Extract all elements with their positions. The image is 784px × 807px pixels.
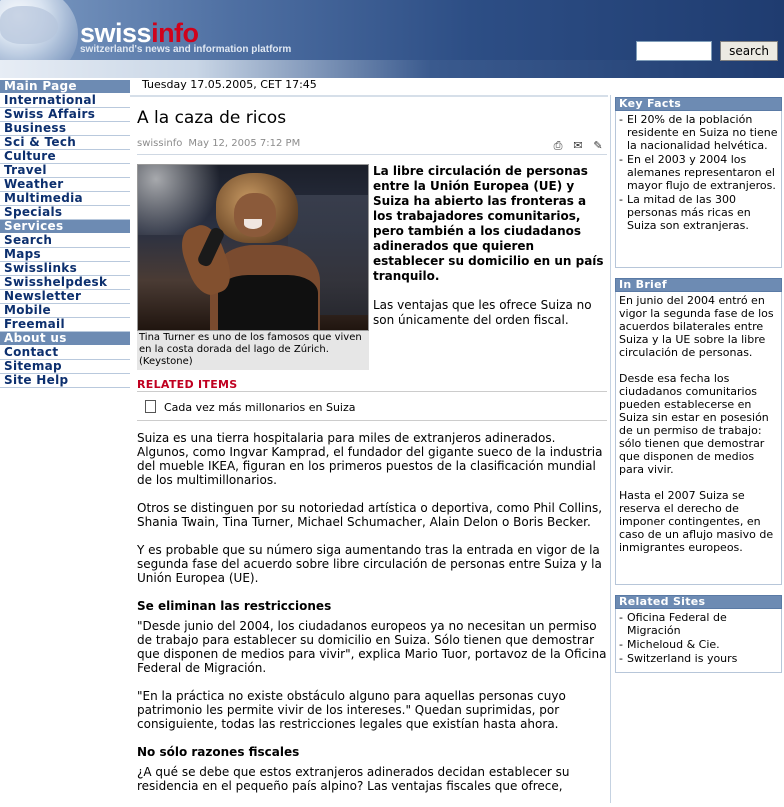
right-divider — [610, 95, 611, 803]
nav-item-business[interactable]: Business — [0, 122, 130, 136]
nav-item-maps[interactable]: Maps — [0, 248, 130, 262]
related-site-link[interactable]: - Switzerland is yours — [619, 652, 778, 665]
lead-text: Las ventajas que les ofrece Suiza no son únicamente del orden fiscal. — [373, 298, 592, 327]
lead-bold-text: La libre circulación de personas entre la Unión Europea (UE) y Suiza ha abierto las fronteras a los trabajadores comunitarios, pero también a los ciudadanos adinerados que quieren establecer su domicilio en un país tranquilo. — [373, 164, 604, 283]
nav-item-search[interactable]: Search — [0, 234, 130, 248]
search-button[interactable]: search — [720, 41, 778, 61]
nav-item-newsletter[interactable]: Newsletter — [0, 290, 130, 304]
center-divider — [130, 95, 608, 97]
related-items-title: RELATED ITEMS — [137, 378, 238, 391]
body-paragraph: Suiza es una tierra hospitalaria para miles de extranjeros adinerados. Algunos, como Ingvar Kamprad, el fundador del gigante sueco de la industria del mueble IKEA, figuran en los primeros puestos de la clasificación mundial de los multimillonarios. — [137, 431, 603, 487]
body-paragraph: "Desde junio del 2004, los ciudadanos europeos ya no necesitan un permiso de trabajo para establecer su domicilio en Suiza. Sólo tienen que demostrar que disponen de medios para vivir", explica Mario Tuor, portavoz de la Oficina Federal de Migración. — [137, 619, 607, 675]
related-item-link[interactable]: Cada vez más millonarios en Suiza — [164, 401, 356, 414]
body-paragraph: Otros se distinguen por su notoriedad artística o deportiva, como Phil Collins, Shania Twain, Tina Turner, Michael Schumacher, Alain Delon o Boris Becker. — [137, 501, 603, 529]
article-date: May 12, 2005 7:12 PM — [188, 138, 301, 149]
in-brief-paragraph: Desde esa fecha los ciudadanos comunitarios pueden establecerse en Suiza sin estar en posesión de un permiso de trabajo: sólo tienen que demostrar que disponen de medios para vivir. — [619, 372, 769, 476]
nav-item-contact[interactable]: Contact — [0, 346, 130, 360]
logo-text-swiss: swiss — [80, 18, 152, 48]
article — [137, 108, 607, 793]
document-icon — [145, 400, 156, 413]
key-fact-item: - La mitad de las 300 personas más ricas en Suiza son extranjeras. — [619, 193, 778, 232]
nav-item-swisslinks[interactable]: Swisslinks — [0, 262, 130, 276]
logo-text-info: info — [151, 18, 199, 48]
in-brief-paragraph: En junio del 2004 entró en vigor la segunda fase de los acuerdos bilaterales entre Suiza y la UE sobre la libre circulación de personas. — [619, 294, 774, 359]
byline — [137, 138, 607, 150]
related-site-link[interactable]: - Oficina Federal de Migración — [619, 611, 778, 637]
header-band — [0, 60, 784, 78]
nav-item-site-help[interactable]: Site Help — [0, 374, 130, 388]
related-divider — [137, 391, 607, 392]
body-paragraph: "En la práctica no existe obstáculo alguno para aquellas personas cuyo patrimonio les permite vivir de los intereses." Quedan suprimidas, por consiguiente, todas las restricciones legales que existían hasta ahora. — [137, 689, 566, 731]
byline-divider — [137, 154, 607, 155]
body-subheading: No sólo razones fiscales — [137, 745, 300, 759]
key-fact-item: - En el 2003 y 2004 los alemanes representaron el mayor flujo de extranjeros. — [619, 153, 778, 192]
article-body — [137, 431, 607, 807]
nav-head-services: Services — [0, 220, 130, 233]
in-brief-box — [615, 292, 782, 585]
email-icon[interactable]: ✉ — [573, 139, 583, 152]
nav-item-sitemap[interactable]: Sitemap — [0, 360, 130, 374]
key-facts-title: Key Facts — [615, 97, 782, 111]
in-brief-paragraph: Hasta el 2007 Suiza se reserva el derecho de imponer contingentes, en caso de un aflujo masivo de inmigrantes europeos. — [619, 489, 774, 554]
body-paragraph: Y es probable que su número siga aumentando tras la entrada en vigor de la segunda fase del acuerdo sobre libre circulación de personas entre Suiza y la Unión Europea (UE). — [137, 543, 602, 585]
in-brief-title: In Brief — [615, 278, 782, 292]
nav-head-about-us: About us — [0, 332, 130, 345]
lead — [373, 164, 607, 328]
key-fact-item: - El 20% de la población residente en Suiza no tiene la nacionalidad helvética. — [619, 113, 778, 152]
body-subheading: Se eliminan las restricciones — [137, 599, 332, 613]
nav-item-multimedia[interactable]: Multimedia — [0, 192, 130, 206]
photo-caption: Tina Turner es uno de los famosos que viven en la costa dorada del lago de Zúrich. (Keystone) — [137, 331, 369, 370]
nav-item-swiss-affairs[interactable]: Swiss Affairs — [0, 108, 130, 122]
left-navigation — [0, 80, 130, 388]
article-tools — [545, 134, 605, 153]
print-icon[interactable]: ⎙ — [553, 139, 563, 152]
site-header — [0, 0, 784, 78]
nav-item-weather[interactable]: Weather — [0, 178, 130, 192]
nav-item-mobile[interactable]: Mobile — [0, 304, 130, 318]
nav-item-sci-tech[interactable]: Sci & Tech — [0, 136, 130, 150]
article-source: swissinfo — [137, 138, 183, 149]
related-site-link[interactable]: - Micheloud & Cie. — [619, 638, 778, 651]
nav-item-international[interactable]: International — [0, 94, 130, 108]
nav-item-swisshelpdesk[interactable]: Swisshelpdesk — [0, 276, 130, 290]
nav-item-travel[interactable]: Travel — [0, 164, 130, 178]
related-divider-bottom — [137, 420, 607, 421]
related-sites-box — [615, 609, 782, 673]
search-input[interactable] — [636, 41, 712, 61]
site-tagline: switzerland's news and information platform — [80, 44, 292, 55]
comment-icon[interactable]: ✎ — [593, 139, 603, 152]
nav-item-freemail[interactable]: Freemail — [0, 318, 130, 332]
right-sidebar — [615, 97, 782, 673]
nav-item-culture[interactable]: Culture — [0, 150, 130, 164]
date-line: Tuesday 17.05.2005, CET 17:45 — [142, 78, 317, 91]
nav-head-main-page[interactable]: Main Page — [0, 80, 130, 93]
related-item[interactable] — [145, 400, 356, 414]
nav-item-specials[interactable]: Specials — [0, 206, 130, 220]
article-photo-block — [137, 164, 369, 370]
article-photo — [137, 164, 369, 331]
related-sites-title: Related Sites — [615, 595, 782, 609]
article-title: A la caza de ricos — [137, 108, 287, 128]
key-facts-box — [615, 111, 782, 268]
body-paragraph: ¿A qué se debe que estos extranjeros adinerados decidan establecer su residencia en el pequeño país alpino? Las ventajas fiscales que ofrece, — [137, 765, 570, 793]
